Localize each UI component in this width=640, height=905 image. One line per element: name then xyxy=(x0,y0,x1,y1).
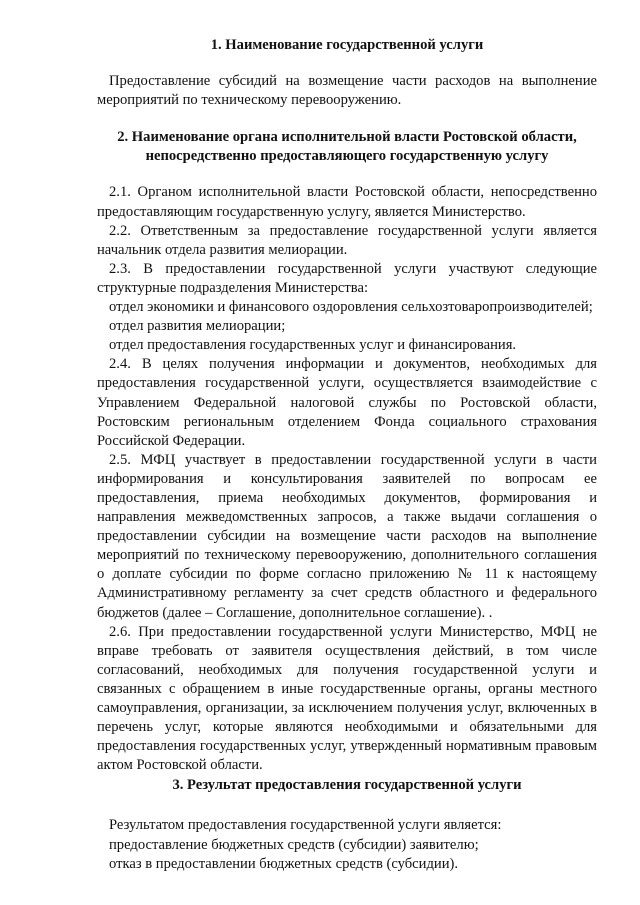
result-intro: Результатом предоставления государственной услуги является: xyxy=(109,817,502,834)
section-1-heading: 1. Наименование государственной услуги xyxy=(210,37,484,53)
department-item-2: отдел развития мелиорации; xyxy=(109,318,286,335)
paragraph-2-5: 2.5. МФЦ участвует в предоставлении государственной услуги в части информирования и консультирования заявителей по вопросам ее предоставления, приема необходимых документов, формирования и направления межведомственных запросов, а также выдачи соглашения о предоставлении субсидии на возмещение части расходов на выполнение мероприятий по техническому перевооружению, дополнительного соглашения о доплате субсидии по форме согласно приложению № 11 к настоящему Административному регламенту за счет средств областного и федерального бюджетов (далее – Соглашение, дополнительное соглашение). . xyxy=(97,451,597,621)
department-item-1: отдел экономики и финансового оздоровления сельхозтоваропроизводителей; xyxy=(109,299,593,316)
paragraph-2-1: 2.1. Органом исполнительной власти Ростовской области, непосредственно предоставляющим государственную услугу, является Министерство. xyxy=(97,184,597,220)
section-2-heading-line-1: 2. Наименование органа исполнительной власти Ростовской области, xyxy=(117,129,577,146)
result-item-1: предоставление бюджетных средств (субсидии) заявителю; xyxy=(109,836,479,853)
document-page xyxy=(97,36,597,874)
paragraph-2-2: 2.2. Ответственным за предоставление государственной услуги является начальник отдела развития мелиорации. xyxy=(97,222,597,258)
paragraph-2-3: 2.3. В предоставлении государственной услуги участвуют следующие структурные подразделения Министерства: xyxy=(97,260,597,296)
section-2-heading-line-2: непосредственно предоставляющего государственную услугу xyxy=(145,148,549,165)
paragraph-2-4: 2.4. В целях получения информации и документов, необходимых для предоставления государственной услуги, осуществляется взаимодействие с Управлением Федеральной налоговой службы по Ростовской области, Ростовским региональным отделением Фонда социального страхования Российской Федерации. xyxy=(97,356,597,449)
paragraph-2-6: 2.6. При предоставлении государственной услуги Министерство, МФЦ не вправе требовать от заявителя осуществления действий, в том числе согласований, необходимых для получения государственной услуги и связанных с обращением в иные государственные органы, органы местного самоуправления, организации, за исключением получения услуг, включенных в перечень услуг, которые являются необходимыми и обязательными для предоставления государственных услуг, утвержденный нормативным правовым актом Ростовской области. xyxy=(97,623,597,774)
department-item-3: отдел предоставления государственных услуг и финансирования. xyxy=(109,337,517,354)
result-item-2: отказ в предоставлении бюджетных средств (субсидии). xyxy=(109,855,459,872)
section-1-text: Предоставление субсидий на возмещение части расходов на выполнение мероприятий по техническому перевооружению. xyxy=(97,73,597,109)
section-3-heading: 3. Результат предоставления государственной услуги xyxy=(172,777,522,794)
section-2-heading xyxy=(97,128,597,166)
section-3-body xyxy=(109,816,597,873)
